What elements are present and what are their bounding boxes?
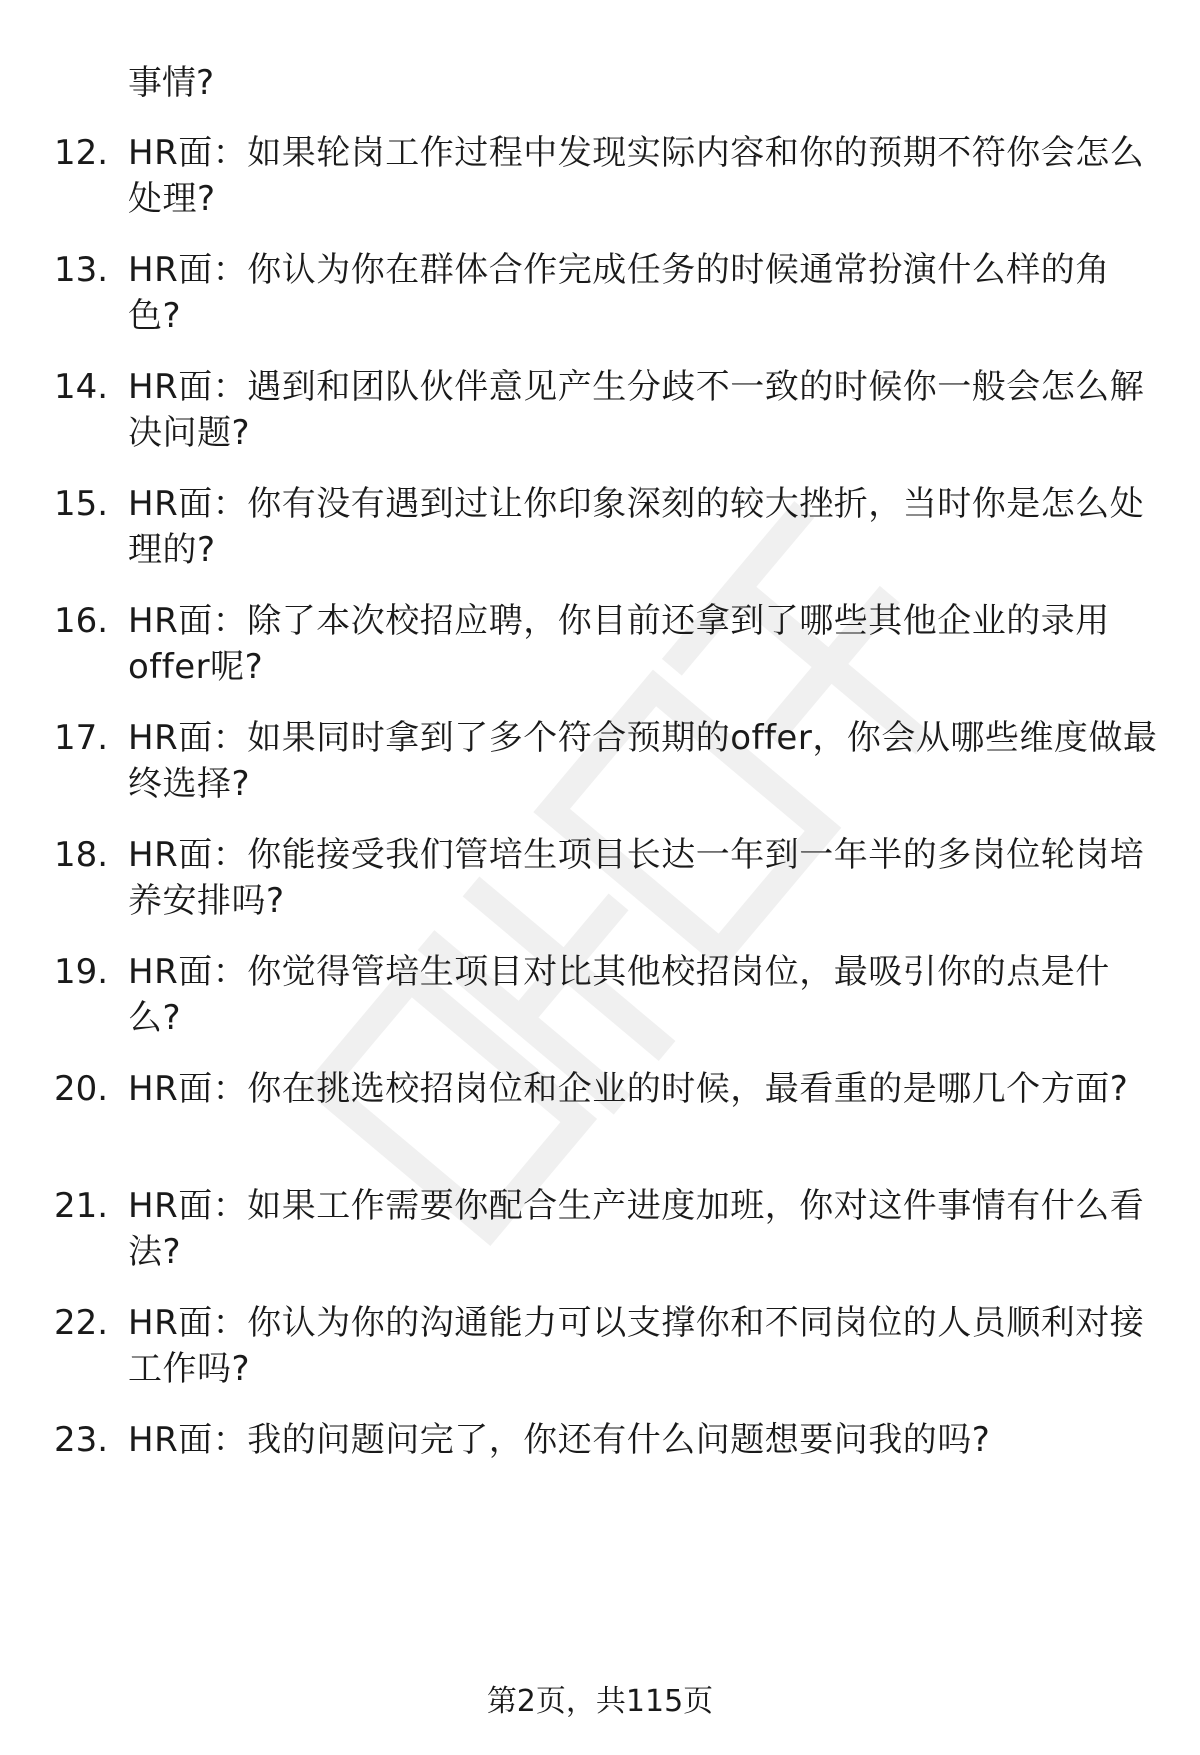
item-question-text: HR面：你能接受我们管培生项目长达一年到一年半的多岗位轮岗培养安排吗?: [128, 835, 1145, 921]
item-number: 22.: [54, 1303, 109, 1343]
item-number: 16.: [54, 601, 109, 641]
item-number: 20.: [54, 1069, 109, 1109]
item-question-text: HR面：我的问题问完了，你还有什么问题想要问我的吗?: [128, 1420, 991, 1460]
item-number: 12.: [54, 133, 109, 173]
item-question-text: HR面：你觉得管培生项目对比其他校招岗位，最吸引你的点是什么?: [128, 952, 1110, 1038]
item-number: 14.: [54, 367, 109, 407]
item-question-text: HR面：你在挑选校招岗位和企业的时候，最看重的是哪几个方面?: [128, 1069, 1129, 1109]
item-question-text: HR面：如果工作需要你配合生产进度加班，你对这件事情有什么看法?: [128, 1186, 1145, 1272]
item-number: 13.: [54, 250, 109, 290]
page-footer: 第2页，共115页: [486, 1684, 714, 1719]
item-number: 18.: [54, 835, 109, 875]
item-question-text: HR面：你有没有遇到过让你印象深刻的较大挫折，当时你是怎么处理的?: [128, 484, 1145, 570]
item-number: 23.: [54, 1420, 109, 1460]
item-number: 21.: [54, 1186, 109, 1226]
item-number: 17.: [54, 718, 109, 758]
item-question-text: HR面：如果轮岗工作过程中发现实际内容和你的预期不符你会怎么处理?: [128, 133, 1145, 219]
continued-question-text: 事情?: [128, 63, 215, 103]
item-question-text: HR面：你认为你的沟通能力可以支撑你和不同岗位的人员顺利对接工作吗?: [128, 1303, 1145, 1389]
item-question-text: HR面：你认为你在群体合作完成任务的时候通常扮演什么样的角色?: [128, 250, 1110, 336]
item-question-text: HR面：除了本次校招应聘，你目前还拿到了哪些其他企业的录用offer呢?: [128, 601, 1110, 687]
item-question-text: HR面：遇到和团队伙伴意见产生分歧不一致的时候你一般会怎么解决问题?: [128, 367, 1145, 453]
item-number: 15.: [54, 484, 109, 524]
item-number: 19.: [54, 952, 109, 992]
item-question-text: HR面：如果同时拿到了多个符合预期的offer，你会从哪些维度做最终选择?: [128, 718, 1158, 804]
